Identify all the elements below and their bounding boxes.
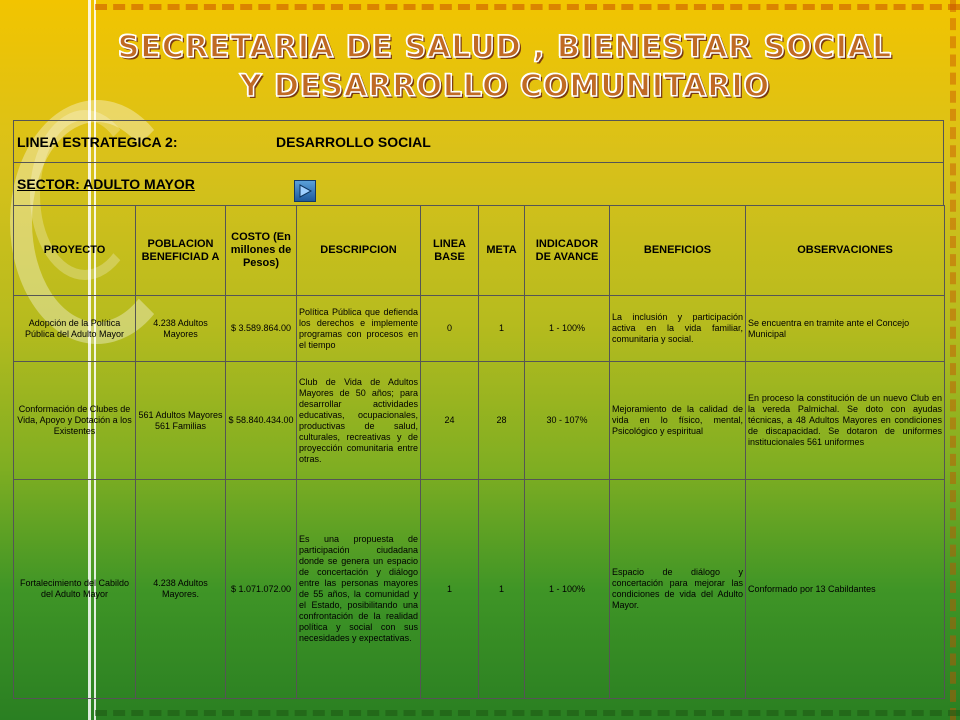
cell-beneficios: Mejoramiento de la calidad de vida en lo físico, mental, Psicológico y espiritual xyxy=(610,362,746,480)
decorative-dashed-border-right xyxy=(950,0,956,720)
sector-label: SECTOR: ADULTO MAYOR xyxy=(17,176,195,192)
cell-linea-base: 24 xyxy=(421,362,479,480)
header-beneficios: BENEFICIOS xyxy=(610,206,746,296)
header-proyecto: PROYECTO xyxy=(14,206,136,296)
slide-title xyxy=(95,28,915,106)
cell-indicador: 1 - 100% xyxy=(525,296,610,362)
cell-meta: 1 xyxy=(479,296,525,362)
header-observaciones: OBSERVACIONES xyxy=(746,206,945,296)
play-next-button[interactable] xyxy=(294,180,316,202)
cell-descripcion: Política Pública que defienda los derechos e implemente programas con procesos en el tiempo xyxy=(297,296,421,362)
cell-meta: 28 xyxy=(479,362,525,480)
header-indicador: INDICADOR DE AVANCE xyxy=(525,206,610,296)
cell-proyecto: Fortalecimiento del Cabildo del Adulto Mayor xyxy=(14,480,136,699)
cell-costo: $ 1.071.072.00 xyxy=(226,480,297,699)
cell-poblacion: 4.238 Adultos Mayores xyxy=(136,296,226,362)
table-header-row xyxy=(14,206,945,296)
cell-poblacion: 561 Adultos Mayores 561 Familias xyxy=(136,362,226,480)
cell-costo: $ 58.840.434.00 xyxy=(226,362,297,480)
decorative-dashed-border-top xyxy=(95,4,960,10)
cell-observaciones: En proceso la constitución de un nuevo Club en la vereda Palmichal. Se doto con ayudas técnicas, a 48 Adultos Mayores en condiciones de discapacidad. Se dotaron de uniformes institucionales 561 uniformes xyxy=(746,362,945,480)
strategic-line-label: LINEA ESTRATEGICA 2: xyxy=(17,133,178,150)
header-meta: META xyxy=(479,206,525,296)
strategic-line-row xyxy=(13,120,944,162)
cell-indicador: 1 - 100% xyxy=(525,480,610,699)
play-next-icon xyxy=(295,181,315,201)
cell-proyecto: Adopción de la Política Pública del Adulto Mayor xyxy=(14,296,136,362)
table-row xyxy=(14,296,945,362)
cell-indicador: 30 - 107% xyxy=(525,362,610,480)
project-table xyxy=(13,205,945,699)
cell-meta: 1 xyxy=(479,480,525,699)
header-descripcion: DESCRIPCION xyxy=(297,206,421,296)
decorative-dashed-border-bottom xyxy=(95,710,960,716)
cell-linea-base: 0 xyxy=(421,296,479,362)
cell-descripcion: Es una propuesta de participación ciudadana donde se genera un espacio de concertación y diálogo entre las personas mayores de 55 años, la comunidad y el Estado, posibilitando una confrontación de la realidad política y social con sus necesidades y expectativas. xyxy=(297,480,421,699)
cell-beneficios: La inclusión y participación activa en la vida familiar, comunitaria y social. xyxy=(610,296,746,362)
header-linea-base: LINEA BASE xyxy=(421,206,479,296)
cell-proyecto: Conformación de Clubes de Vida, Apoyo y Dotación a los Existentes xyxy=(14,362,136,480)
cell-observaciones: Se encuentra en tramite ante el Concejo Municipal xyxy=(746,296,945,362)
slide-title-line-2: Y DESARROLLO COMUNITARIO xyxy=(239,69,771,104)
cell-beneficios: Espacio de diálogo y concertación para mejorar las condiciones de vida del Adulto Mayor. xyxy=(610,480,746,699)
cell-costo: $ 3.589.864.00 xyxy=(226,296,297,362)
sector-row xyxy=(13,162,944,205)
header-poblacion: POBLACION BENEFICIAD A xyxy=(136,206,226,296)
table-row xyxy=(14,362,945,480)
cell-observaciones: Conformado por 13 Cabildantes xyxy=(746,480,945,699)
strategic-line-value: DESARROLLO SOCIAL xyxy=(276,133,431,150)
header-costo: COSTO (En millones de Pesos) xyxy=(226,206,297,296)
slide-title-line-1: SECRETARIA DE SALUD , BIENESTAR SOCIAL xyxy=(117,30,893,65)
cell-poblacion: 4.238 Adultos Mayores. xyxy=(136,480,226,699)
table-row xyxy=(14,480,945,699)
cell-descripcion: Club de Vida de Adultos Mayores de 50 años; para desarrollar actividades educativas, ocupacionales, productivas de salud, culturales, recreativas y de proyección comunitaria entre otras. xyxy=(297,362,421,480)
cell-linea-base: 1 xyxy=(421,480,479,699)
